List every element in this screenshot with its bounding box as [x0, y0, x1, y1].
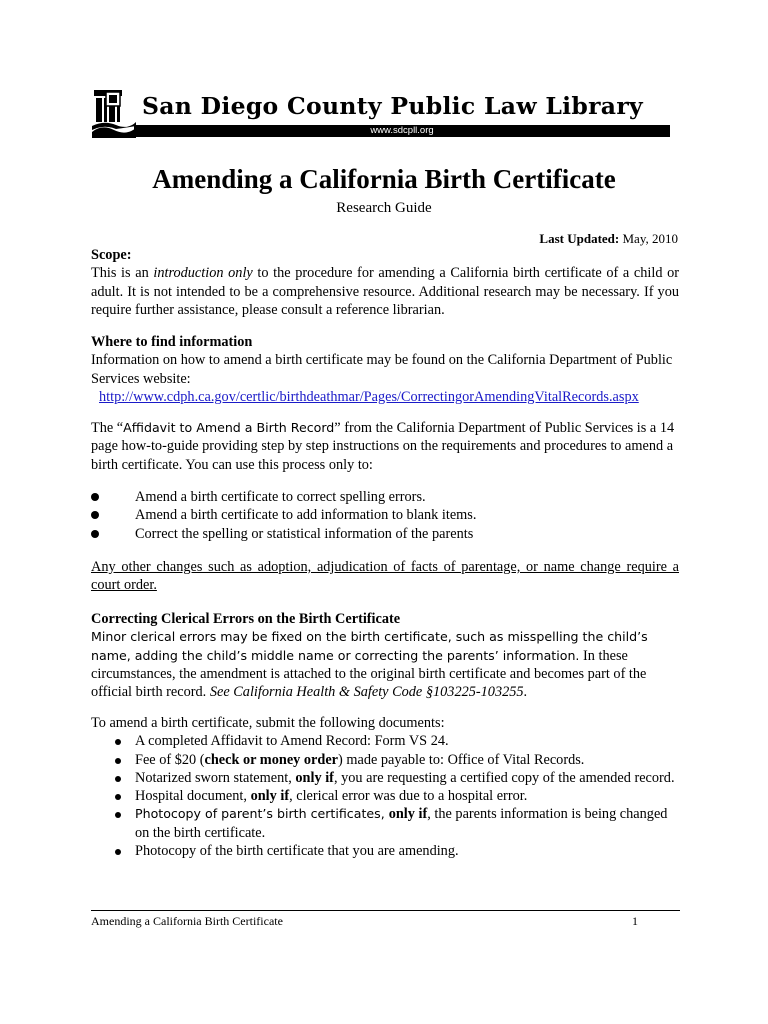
bullet-icon [115, 812, 121, 818]
clerical-text: Minor clerical errors may be fixed on the birth certificate, such as misspelling the child’s name, adding the child’s middle name or correcting the parents’ information. In these circumstances, the amendment is attached to the original birth certificate and becomes part of the official birth record. See California Health & Safety Code §103225-103255. [91, 629, 648, 701]
bullet-icon [91, 530, 99, 538]
list-item: Notarized sworn statement, only if, you are requesting a certified copy of the amended record. [91, 769, 679, 787]
list-item: Amend a birth certificate to correct spelling errors. [91, 488, 679, 506]
bullet-icon [91, 493, 99, 501]
list-item: Hospital document, only if, clerical error was due to a hospital error. [91, 787, 679, 805]
list-item: Fee of $20 (check or money order) made payable to: Office of Vital Records. [91, 751, 679, 769]
where-section [91, 333, 679, 406]
list-item: Correct the spelling or statistical information of the parents [91, 525, 679, 543]
library-url: www.sdcpll.org [370, 125, 434, 136]
library-url-bar [134, 125, 670, 137]
documents-intro: To amend a birth certificate, submit the following documents: [91, 715, 445, 731]
uses-section [91, 488, 679, 543]
bullet-icon [115, 849, 121, 855]
court-order-note: Any other changes such as adoption, adjudication of facts of parentage, or name change require a court order. [91, 559, 679, 594]
where-text: Information on how to amend a birth certificate may be found on the California Department of Public Services website: [91, 352, 673, 387]
list-item: Amend a birth certificate to add information to blank items. [91, 506, 679, 524]
cdph-website-link[interactable]: http://www.cdph.ca.gov/certlic/birthdeathmar/Pages/CorrectingorAmendingVitalRecords.aspx [99, 388, 639, 405]
scope-heading: Scope: [91, 247, 132, 263]
courthouse-logo-icon [92, 88, 136, 138]
bullet-icon [115, 794, 121, 800]
scope-text: This is an introduction only to the procedure for amending a California birth certificate of a child or adult. It is not intended to be a comprehensive resource. Additional research may be necessary. If you require further assistance, please consult a reference librarian. [91, 265, 680, 318]
affidavit-section [91, 419, 679, 474]
scope-section [91, 246, 679, 319]
bullet-icon [115, 776, 121, 782]
list-item: Photocopy of the birth certificate that you are amending. [91, 842, 679, 860]
list-item: A completed Affidavit to Amend Record: Form VS 24. [91, 732, 679, 750]
page-subtitle: Research Guide [336, 200, 432, 216]
bullet-icon [115, 739, 121, 745]
last-updated-value: May, 2010 [622, 231, 678, 246]
where-heading: Where to find information [91, 334, 253, 350]
page-title: Amending a California Birth Certificate [152, 164, 616, 194]
footer-divider [91, 910, 680, 911]
page-number: 1 [632, 914, 638, 928]
documents-list [91, 732, 679, 860]
affidavit-text: The “Affidavit to Amend a Birth Record” from the California Department of Public Services is a 14 page how-to-guide providing step by step instructions on the requirements and procedures to amend a birth certificate. You can use this process only to: [91, 420, 675, 473]
bullet-icon [115, 758, 121, 764]
clerical-heading: Correcting Clerical Errors on the Birth Certificate [91, 611, 401, 627]
footer-title: Amending a California Birth Certificate [91, 914, 283, 928]
library-header [92, 88, 672, 140]
clerical-section [91, 610, 679, 701]
last-updated [539, 231, 678, 247]
court-order-section [91, 558, 679, 595]
documents-section [91, 714, 679, 860]
uses-list [91, 488, 679, 543]
bullet-icon [91, 511, 99, 519]
library-name: San Diego County Public Law Library [142, 92, 643, 120]
list-item: Photocopy of parent’s birth certificates, only if, the parents information is being changed on the birth certificate. [91, 805, 679, 842]
last-updated-label: Last Updated: [539, 231, 620, 246]
